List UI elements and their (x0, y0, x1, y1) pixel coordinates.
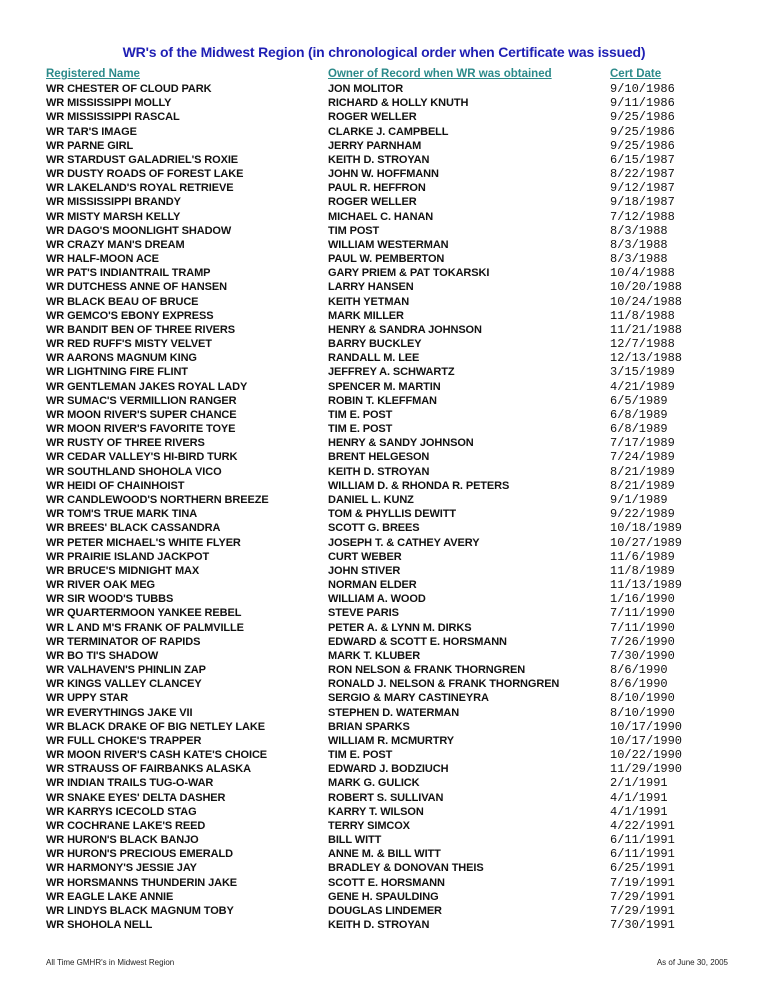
cert-date-cell: 7/24/1989 (610, 450, 675, 465)
table-row (0, 82, 768, 96)
table-row (0, 890, 768, 904)
table-row (0, 592, 768, 606)
registered-name-cell: WR SIR WOOD'S TUBBS (46, 593, 174, 606)
table-row (0, 706, 768, 720)
registered-name-cell: WR MOON RIVER'S SUPER CHANCE (46, 408, 237, 421)
table-row (0, 365, 768, 379)
cert-date-cell: 10/22/1990 (610, 748, 683, 763)
table-row (0, 847, 768, 861)
registered-name-cell: WR UPPY STAR (46, 692, 129, 705)
registered-name-cell: WR BREES' BLACK CASSANDRA (46, 522, 221, 535)
owner-cell: BILL WITT (328, 834, 382, 847)
cert-date-cell: 6/8/1989 (610, 407, 668, 422)
table-row (0, 635, 768, 649)
table-row (0, 153, 768, 167)
table-row (0, 380, 768, 394)
cert-date-cell: 7/11/1990 (610, 606, 675, 621)
owner-cell: SERGIO & MARY CASTINEYRA (328, 692, 489, 705)
owner-cell: SCOTT G. BREES (328, 522, 420, 535)
owner-cell: JOHN STIVER (328, 564, 401, 577)
table-row (0, 691, 768, 705)
table-row (0, 621, 768, 635)
owner-cell: TOM & PHYLLIS DEWITT (328, 508, 456, 521)
cert-date-cell: 4/1/1991 (610, 790, 668, 805)
cert-date-cell: 6/11/1991 (610, 847, 675, 862)
cert-date-cell: 12/13/1988 (610, 351, 683, 366)
registered-name-cell: WR PRAIRIE ISLAND JACKPOT (46, 550, 210, 563)
cert-date-cell: 6/11/1991 (610, 833, 675, 848)
table-row (0, 181, 768, 195)
registered-name-cell: WR PARNE GIRL (46, 139, 134, 152)
cert-date-cell: 11/8/1988 (610, 308, 675, 323)
cert-date-cell: 6/5/1989 (610, 393, 668, 408)
registered-name-cell: WR LIGHTNING FIRE FLINT (46, 366, 188, 379)
page-title: WR's of the Midwest Region (in chronological order when Certificate was issued) (122, 44, 646, 60)
table-row (0, 238, 768, 252)
table-row (0, 861, 768, 875)
cert-date-cell: 9/10/1986 (610, 82, 675, 96)
cert-date-cell: 9/12/1987 (610, 181, 675, 196)
owner-cell: MARK T. KLUBER (328, 649, 421, 662)
registered-name-cell: WR TERMINATOR OF RAPIDS (46, 635, 201, 648)
owner-cell: PETER A. & LYNN M. DIRKS (328, 621, 472, 634)
cert-date-cell: 4/22/1991 (610, 818, 675, 833)
cert-date-cell: 9/25/1986 (610, 124, 675, 139)
cert-date-cell: 2/1/1991 (610, 776, 668, 791)
owner-cell: HENRY & SANDRA JOHNSON (328, 323, 482, 336)
cert-date-cell: 10/17/1990 (610, 733, 683, 748)
table-row (0, 195, 768, 209)
owner-cell: TERRY SIMCOX (328, 819, 410, 832)
registered-name-cell: WR TOM'S TRUE MARK TINA (46, 508, 198, 521)
owner-cell: ROBIN T. KLEFFMAN (328, 394, 437, 407)
table-row (0, 720, 768, 734)
table-row (0, 649, 768, 663)
table-row (0, 819, 768, 833)
registered-name-cell: WR RED RUFF'S MISTY VELVET (46, 338, 212, 351)
cert-date-cell: 8/3/1988 (610, 252, 668, 267)
cert-date-cell: 8/3/1988 (610, 237, 668, 252)
owner-cell: RICHARD & HOLLY KNUTH (328, 97, 469, 110)
cert-date-cell: 11/8/1989 (610, 563, 675, 578)
registered-name-cell: WR MISSISSIPPI RASCAL (46, 111, 180, 124)
table-row (0, 465, 768, 479)
cert-date-cell: 8/10/1990 (610, 691, 675, 706)
registered-name-cell: WR MISSISSIPPI MOLLY (46, 97, 172, 110)
table-row (0, 110, 768, 124)
owner-cell: ROBERT S. SULLIVAN (328, 791, 444, 804)
owner-cell: ANNE M. & BILL WITT (328, 848, 441, 861)
registered-name-cell: WR EAGLE LAKE ANNIE (46, 890, 174, 903)
owner-cell: DANIEL L. KUNZ (328, 493, 414, 506)
table-row (0, 507, 768, 521)
registered-name-cell: WR MISSISSIPPI BRANDY (46, 196, 181, 209)
registered-name-cell: WR BLACK BEAU OF BRUCE (46, 295, 199, 308)
owner-cell: KEITH YETMAN (328, 295, 410, 308)
table-row (0, 805, 768, 819)
registered-name-cell: WR SUMAC'S VERMILLION RANGER (46, 394, 237, 407)
table-row (0, 606, 768, 620)
cert-date-cell: 12/7/1988 (610, 337, 675, 352)
cert-date-cell: 11/13/1989 (610, 578, 683, 593)
table-row (0, 337, 768, 351)
registered-name-cell: WR HARMONY'S JESSIE JAY (46, 862, 197, 875)
owner-cell: BRIAN SPARKS (328, 720, 410, 733)
registered-name-cell: WR HURON'S BLACK BANJO (46, 834, 199, 847)
cert-date-cell: 7/26/1990 (610, 634, 675, 649)
registered-name-cell: WR COCHRANE LAKE'S REED (46, 819, 206, 832)
owner-cell: JOSEPH T. & CATHEY AVERY (328, 536, 480, 549)
table-row (0, 139, 768, 153)
owner-cell: SCOTT E. HORSMANN (328, 876, 445, 889)
cert-date-cell: 9/1/1989 (610, 492, 668, 507)
table-row (0, 125, 768, 139)
registered-name-cell: WR VALHAVEN'S PHINLIN ZAP (46, 664, 206, 677)
table-row (0, 918, 768, 932)
owner-cell: KEITH D. STROYAN (328, 919, 430, 932)
cert-date-cell: 9/11/1986 (610, 96, 675, 111)
cert-date-cell: 11/29/1990 (610, 762, 683, 777)
table-row (0, 791, 768, 805)
registered-name-cell: WR HURON'S PRECIOUS EMERALD (46, 848, 233, 861)
owner-cell: BRADLEY & DONOVAN THEIS (328, 862, 484, 875)
owner-cell: SPENCER M. MARTIN (328, 380, 441, 393)
cert-date-cell: 7/30/1991 (610, 918, 675, 933)
table-row (0, 224, 768, 238)
owner-cell: MARK G. GULICK (328, 777, 420, 790)
cert-date-cell: 3/15/1989 (610, 365, 675, 380)
registered-name-cell: WR HEIDI OF CHAINHOIST (46, 479, 185, 492)
owner-cell: CLARKE J. CAMPBELL (328, 125, 449, 138)
registered-name-cell: WR KARRYS ICECOLD STAG (46, 805, 197, 818)
table-row (0, 408, 768, 422)
table-row (0, 280, 768, 294)
owner-cell: ROGER WELLER (328, 111, 417, 124)
table-row (0, 493, 768, 507)
registered-name-cell: WR SOUTHLAND SHOHOLA VICO (46, 465, 222, 478)
owner-cell: LARRY HANSEN (328, 281, 414, 294)
registered-name-cell: WR CRAZY MAN'S DREAM (46, 238, 185, 251)
registered-name-cell: WR HALF-MOON ACE (46, 253, 159, 266)
cert-date-cell: 9/25/1986 (610, 110, 675, 125)
owner-cell: EDWARD & SCOTT E. HORSMANN (328, 635, 507, 648)
owner-cell: BARRY BUCKLEY (328, 338, 422, 351)
table-row (0, 578, 768, 592)
owner-cell: PAUL W. PEMBERTON (328, 253, 445, 266)
table-row (0, 479, 768, 493)
owner-cell: WILLIAM R. MCMURTRY (328, 734, 455, 747)
cert-date-cell: 8/6/1990 (610, 677, 668, 692)
header-cert-date: Cert Date (610, 68, 662, 80)
table-row (0, 677, 768, 691)
cert-date-cell: 7/17/1989 (610, 436, 675, 451)
owner-cell: TIM E. POST (328, 423, 393, 436)
owner-cell: TIM E. POST (328, 408, 393, 421)
cert-date-cell: 8/10/1990 (610, 705, 675, 720)
owner-cell: MARK MILLER (328, 309, 404, 322)
cert-date-cell: 7/30/1990 (610, 648, 675, 663)
table-row (0, 748, 768, 762)
cert-date-cell: 10/24/1988 (610, 294, 683, 309)
table-row (0, 564, 768, 578)
owner-cell: STEVE PARIS (328, 607, 399, 620)
cert-date-cell: 9/18/1987 (610, 195, 675, 210)
table-row (0, 734, 768, 748)
cert-date-cell: 7/11/1990 (610, 620, 675, 635)
cert-date-cell: 10/27/1989 (610, 535, 683, 550)
owner-cell: NORMAN ELDER (328, 579, 417, 592)
cert-date-cell: 8/3/1988 (610, 223, 668, 238)
cert-date-cell: 9/25/1986 (610, 138, 675, 153)
table-row (0, 96, 768, 110)
owner-cell: CURT WEBER (328, 550, 402, 563)
registered-name-cell: WR RUSTY OF THREE RIVERS (46, 437, 205, 450)
cert-date-cell: 4/1/1991 (610, 804, 668, 819)
registered-name-cell: WR BO TI'S SHADOW (46, 649, 159, 662)
registered-name-cell: WR KINGS VALLEY CLANCEY (46, 678, 202, 691)
registered-name-cell: WR CHESTER OF CLOUD PARK (46, 83, 212, 95)
owner-cell: JEFFREY A. SCHWARTZ (328, 366, 455, 379)
registered-name-cell: WR BRUCE'S MIDNIGHT MAX (46, 564, 200, 577)
owner-cell: WILLIAM A. WOOD (328, 593, 426, 606)
table-row (0, 252, 768, 266)
registered-name-cell: WR DUSTY ROADS OF FOREST LAKE (46, 168, 244, 181)
registered-name-cell: WR LAKELAND'S ROYAL RETRIEVE (46, 182, 234, 195)
cert-date-cell: 7/12/1988 (610, 209, 675, 224)
cert-date-cell: 7/29/1991 (610, 903, 675, 918)
table-row (0, 210, 768, 224)
registered-name-cell: WR PETER MICHAEL'S WHITE FLYER (46, 536, 241, 549)
owner-cell: RANDALL M. LEE (328, 352, 420, 365)
table-row (0, 266, 768, 280)
cert-date-cell: 10/18/1989 (610, 521, 683, 536)
owner-cell: GARY PRIEM & PAT TOKARSKI (328, 267, 490, 280)
registered-name-cell: WR TAR'S IMAGE (46, 125, 137, 138)
table-row (0, 663, 768, 677)
registered-name-cell: WR STRAUSS OF FAIRBANKS ALASKA (46, 763, 251, 776)
cert-date-cell: 6/25/1991 (610, 861, 675, 876)
cert-date-cell: 10/4/1988 (610, 266, 675, 281)
cert-date-cell: 8/21/1989 (610, 478, 675, 493)
registered-name-cell: WR LINDYS BLACK MAGNUM TOBY (46, 904, 234, 917)
footer-right: As of June 30, 2005 (656, 958, 728, 967)
owner-cell: JOHN W. HOFFMANN (328, 168, 439, 181)
table-row (0, 876, 768, 890)
table-row (0, 450, 768, 464)
table-row (0, 536, 768, 550)
owner-cell: KARRY T. WILSON (328, 805, 424, 818)
cert-date-cell: 11/21/1988 (610, 322, 683, 337)
owner-cell: GENE H. SPAULDING (328, 890, 439, 903)
footer-left: All Time GMHR's in Midwest Region (46, 958, 175, 967)
owner-cell: TIM POST (328, 224, 380, 237)
table-row (0, 351, 768, 365)
owner-cell: TIM E. POST (328, 749, 393, 762)
registered-name-cell: WR MOON RIVER'S CASH KATE'S CHOICE (46, 749, 268, 762)
registered-name-cell: WR L AND M'S FRANK OF PALMVILLE (46, 621, 244, 634)
table-row (0, 904, 768, 918)
table-row (0, 422, 768, 436)
table-row (0, 167, 768, 181)
owner-cell: BRENT HELGESON (328, 451, 430, 464)
owner-cell: KEITH D. STROYAN (328, 465, 430, 478)
table-row (0, 762, 768, 776)
cert-date-cell: 10/17/1990 (610, 719, 683, 734)
table-row (0, 295, 768, 309)
registered-name-cell: WR DAGO'S MOONLIGHT SHADOW (46, 224, 232, 237)
registered-name-cell: WR HORSMANNS THUNDERIN JAKE (46, 876, 238, 889)
cert-date-cell: 7/19/1991 (610, 875, 675, 890)
table-row (0, 550, 768, 564)
registered-name-cell: WR RIVER OAK MEG (46, 579, 156, 592)
cert-date-cell: 7/29/1991 (610, 889, 675, 904)
registered-name-cell: WR SNAKE EYES' DELTA DASHER (46, 791, 226, 804)
registered-name-cell: WR STARDUST GALADRIEL'S ROXIE (46, 153, 239, 166)
owner-cell: RON NELSON & FRANK THORNGREN (328, 664, 526, 677)
registered-name-cell: WR BANDIT BEN OF THREE RIVERS (46, 323, 235, 336)
header-owner: Owner of Record when WR was obtained (328, 68, 552, 80)
cert-date-cell: 1/16/1990 (610, 592, 675, 607)
table-row (0, 394, 768, 408)
table-row (0, 323, 768, 337)
owner-cell: HENRY & SANDY JOHNSON (328, 437, 474, 450)
registered-name-cell: WR EVERYTHINGS JAKE VII (46, 706, 193, 719)
registered-name-cell: WR AARONS MAGNUM KING (46, 352, 197, 365)
owner-cell: KEITH D. STROYAN (328, 153, 430, 166)
table-row (0, 776, 768, 790)
registered-name-cell: WR GENTLEMAN JAKES ROYAL LADY (46, 380, 248, 393)
registered-name-cell: WR BLACK DRAKE OF BIG NETLEY LAKE (46, 720, 265, 733)
cert-date-cell: 4/21/1989 (610, 379, 675, 394)
owner-cell: PAUL R. HEFFRON (328, 182, 426, 195)
table-row (0, 833, 768, 847)
registered-name-cell: WR PAT'S INDIANTRAIL TRAMP (46, 267, 211, 280)
owner-cell: ROGER WELLER (328, 196, 417, 209)
registered-name-cell: WR CEDAR VALLEY'S HI-BIRD TURK (46, 451, 238, 464)
owner-cell: DOUGLAS LINDEMER (328, 904, 442, 917)
cert-date-cell: 6/15/1987 (610, 152, 675, 167)
cert-date-cell: 6/8/1989 (610, 422, 668, 437)
registered-name-cell: WR QUARTERMOON YANKEE REBEL (46, 607, 242, 620)
registered-name-cell: WR MOON RIVER'S FAVORITE TOYE (46, 423, 236, 436)
registered-name-cell: WR GEMCO'S EBONY EXPRESS (46, 309, 214, 322)
cert-date-cell: 11/6/1989 (610, 549, 675, 564)
table-row (0, 309, 768, 323)
registered-name-cell: WR CANDLEWOOD'S NORTHERN BREEZE (46, 493, 269, 506)
cert-date-cell: 10/20/1988 (610, 280, 683, 295)
registered-name-cell: WR SHOHOLA NELL (46, 919, 153, 932)
owner-cell: EDWARD J. BODZIUCH (328, 763, 449, 776)
registered-name-cell: WR MISTY MARSH KELLY (46, 210, 181, 223)
cert-date-cell: 8/6/1990 (610, 663, 668, 678)
owner-cell: RONALD J. NELSON & FRANK THORNGREN (328, 678, 560, 691)
registered-name-cell: WR FULL CHOKE'S TRAPPER (46, 734, 202, 747)
header-registered-name: Registered Name (46, 68, 140, 80)
cert-date-cell: 8/22/1987 (610, 167, 675, 182)
records-table (0, 82, 768, 932)
registered-name-cell: WR INDIAN TRAILS TUG-O-WAR (46, 777, 214, 790)
table-row (0, 436, 768, 450)
owner-cell: WILLIAM D. & RHONDA R. PETERS (328, 479, 510, 492)
table-row (0, 521, 768, 535)
owner-cell: JON MOLITOR (328, 83, 404, 95)
owner-cell: MICHAEL C. HANAN (328, 210, 434, 223)
cert-date-cell: 8/21/1989 (610, 464, 675, 479)
registered-name-cell: WR DUTCHESS ANNE OF HANSEN (46, 281, 227, 294)
owner-cell: JERRY PARNHAM (328, 139, 422, 152)
owner-cell: STEPHEN D. WATERMAN (328, 706, 460, 719)
owner-cell: WILLIAM WESTERMAN (328, 238, 449, 251)
cert-date-cell: 9/22/1989 (610, 507, 675, 522)
